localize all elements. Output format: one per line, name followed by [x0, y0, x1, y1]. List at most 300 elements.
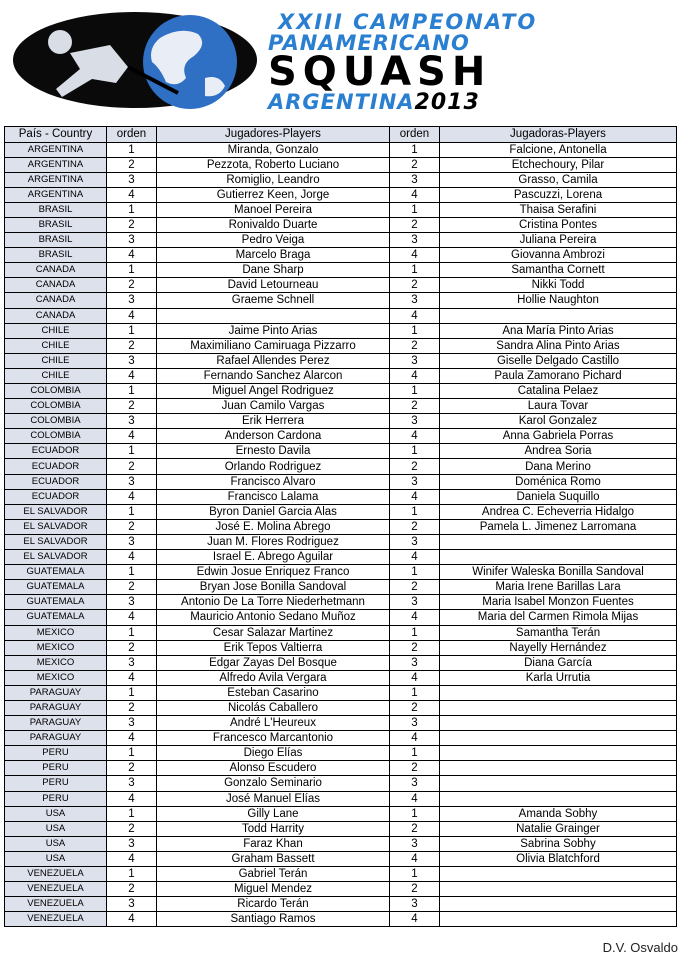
title-line-3: SQUASH — [268, 49, 492, 95]
women-player-cell — [440, 791, 677, 806]
men-order-cell: 4 — [107, 550, 157, 565]
women-order-cell: 3 — [390, 716, 440, 731]
men-order-cell: 1 — [107, 806, 157, 821]
women-player-cell: Juliana Pereira — [440, 233, 677, 248]
men-order-cell: 3 — [107, 897, 157, 912]
men-order-cell: 3 — [107, 655, 157, 670]
country-cell: EL SALVADOR — [5, 519, 107, 534]
women-player-cell: Giselle Delgado Castillo — [440, 353, 677, 368]
country-cell: BRASIL — [5, 202, 107, 217]
column-header: Jugadoras-Players — [440, 127, 677, 143]
men-player-cell: Alfredo Avila Vergara — [157, 670, 390, 685]
country-cell: EL SALVADOR — [5, 504, 107, 519]
country-cell: USA — [5, 836, 107, 851]
women-player-cell — [440, 700, 677, 715]
men-player-cell: Byron Daniel Garcia Alas — [157, 504, 390, 519]
country-cell: PARAGUAY — [5, 685, 107, 700]
women-order-cell: 4 — [390, 308, 440, 323]
men-player-cell: Ernesto Davila — [157, 444, 390, 459]
column-header: País - Country — [5, 127, 107, 143]
women-player-cell — [440, 731, 677, 746]
country-cell: COLOMBIA — [5, 399, 107, 414]
women-order-cell: 2 — [390, 821, 440, 836]
men-order-cell: 2 — [107, 338, 157, 353]
women-player-cell: Amanda Sobhy — [440, 806, 677, 821]
women-order-cell: 4 — [390, 368, 440, 383]
title-year: 2013 — [414, 90, 480, 115]
men-player-cell: Pedro Veiga — [157, 233, 390, 248]
women-player-cell — [440, 882, 677, 897]
men-player-cell: Manoel Pereira — [157, 202, 390, 217]
men-order-cell: 3 — [107, 414, 157, 429]
women-player-cell: Karol Gonzalez — [440, 414, 677, 429]
women-player-cell: Daniela Suquillo — [440, 489, 677, 504]
men-order-cell: 3 — [107, 293, 157, 308]
table-row — [5, 399, 677, 414]
women-order-cell: 3 — [390, 293, 440, 308]
women-order-cell: 4 — [390, 489, 440, 504]
table-row — [5, 821, 677, 836]
men-order-cell: 4 — [107, 791, 157, 806]
table-row — [5, 595, 677, 610]
women-order-cell: 1 — [390, 444, 440, 459]
men-player-cell: Maximiliano Camiruaga Pizzarro — [157, 338, 390, 353]
men-player-cell: Francesco Marcantonio — [157, 731, 390, 746]
table-row — [5, 308, 677, 323]
men-order-cell: 1 — [107, 746, 157, 761]
women-player-cell: Andrea C. Echeverria Hidalgo — [440, 504, 677, 519]
men-player-cell: Israel E. Abrego Aguilar — [157, 550, 390, 565]
country-cell: COLOMBIA — [5, 429, 107, 444]
country-cell: CANADA — [5, 293, 107, 308]
women-player-cell: Anna Gabriela Porras — [440, 429, 677, 444]
table-row — [5, 640, 677, 655]
table-row — [5, 912, 677, 927]
table-row — [5, 248, 677, 263]
men-player-cell: Ronivaldo Duarte — [157, 217, 390, 232]
country-cell: BRASIL — [5, 217, 107, 232]
men-player-cell: Ricardo Terán — [157, 897, 390, 912]
men-player-cell: Mauricio Antonio Sedano Muñoz — [157, 610, 390, 625]
men-order-cell: 4 — [107, 610, 157, 625]
table-row — [5, 459, 677, 474]
women-player-cell: Maria Isabel Monzon Fuentes — [440, 595, 677, 610]
table-row — [5, 655, 677, 670]
men-order-cell: 2 — [107, 157, 157, 172]
women-order-cell: 4 — [390, 851, 440, 866]
women-player-cell — [440, 308, 677, 323]
country-cell: CHILE — [5, 353, 107, 368]
men-order-cell: 2 — [107, 882, 157, 897]
women-order-cell: 1 — [390, 625, 440, 640]
table-row — [5, 731, 677, 746]
table-row — [5, 761, 677, 776]
table-row — [5, 414, 677, 429]
table-row — [5, 897, 677, 912]
men-order-cell: 2 — [107, 399, 157, 414]
country-cell: USA — [5, 806, 107, 821]
men-player-cell: Faraz Khan — [157, 836, 390, 851]
country-cell: PARAGUAY — [5, 700, 107, 715]
women-player-cell: Winifer Waleska Bonilla Sandoval — [440, 565, 677, 580]
women-order-cell: 4 — [390, 731, 440, 746]
women-order-cell: 2 — [390, 278, 440, 293]
women-order-cell: 2 — [390, 580, 440, 595]
women-player-cell: Samantha Terán — [440, 625, 677, 640]
men-player-cell: Pezzota, Roberto Luciano — [157, 157, 390, 172]
men-player-cell: Gabriel Terán — [157, 867, 390, 882]
men-player-cell: Santiago Ramos — [157, 912, 390, 927]
women-player-cell: Nayelly Hernández — [440, 640, 677, 655]
table-row — [5, 142, 677, 157]
men-order-cell: 1 — [107, 867, 157, 882]
column-header: Jugadores-Players — [157, 127, 390, 143]
table-row — [5, 323, 677, 338]
country-cell: CHILE — [5, 368, 107, 383]
women-player-cell — [440, 534, 677, 549]
women-player-cell: Nikki Todd — [440, 278, 677, 293]
country-cell: PERU — [5, 746, 107, 761]
country-cell: VENEZUELA — [5, 912, 107, 927]
men-order-cell: 3 — [107, 474, 157, 489]
country-cell: MEXICO — [5, 655, 107, 670]
country-cell: COLOMBIA — [5, 384, 107, 399]
women-order-cell: 1 — [390, 806, 440, 821]
men-order-cell: 1 — [107, 625, 157, 640]
table-row — [5, 670, 677, 685]
men-order-cell: 2 — [107, 821, 157, 836]
women-order-cell: 3 — [390, 655, 440, 670]
women-player-cell: Hollie Naughton — [440, 293, 677, 308]
table-row — [5, 534, 677, 549]
women-order-cell: 4 — [390, 670, 440, 685]
women-order-cell: 2 — [390, 761, 440, 776]
men-order-cell: 1 — [107, 685, 157, 700]
men-order-cell: 3 — [107, 716, 157, 731]
women-player-cell: Maria del Carmen Rimola Mijas — [440, 610, 677, 625]
men-order-cell: 4 — [107, 851, 157, 866]
country-cell: ECUADOR — [5, 489, 107, 504]
men-order-cell: 1 — [107, 323, 157, 338]
table-row — [5, 851, 677, 866]
women-player-cell: Thaisa Serafini — [440, 202, 677, 217]
women-player-cell: Catalina Pelaez — [440, 384, 677, 399]
men-order-cell: 1 — [107, 565, 157, 580]
women-order-cell: 4 — [390, 912, 440, 927]
women-player-cell: Giovanna Ambrozi — [440, 248, 677, 263]
country-cell: CANADA — [5, 263, 107, 278]
men-order-cell: 2 — [107, 459, 157, 474]
table-row — [5, 580, 677, 595]
women-player-cell: Andrea Soria — [440, 444, 677, 459]
women-order-cell: 1 — [390, 746, 440, 761]
country-cell: PARAGUAY — [5, 716, 107, 731]
table-header-row — [5, 127, 677, 143]
men-player-cell: Francisco Alvaro — [157, 474, 390, 489]
country-cell: CHILE — [5, 338, 107, 353]
country-cell: MEXICO — [5, 640, 107, 655]
women-order-cell: 1 — [390, 384, 440, 399]
women-order-cell: 3 — [390, 414, 440, 429]
table-row — [5, 278, 677, 293]
country-cell: EL SALVADOR — [5, 550, 107, 565]
men-player-cell: José Manuel Elías — [157, 791, 390, 806]
women-player-cell: Dana Merino — [440, 459, 677, 474]
author-credit: D.V. Osvaldo — [602, 940, 678, 955]
men-order-cell: 4 — [107, 489, 157, 504]
men-player-cell: Gutierrez Keen, Jorge — [157, 187, 390, 202]
men-order-cell: 3 — [107, 595, 157, 610]
men-order-cell: 4 — [107, 248, 157, 263]
event-title — [268, 12, 688, 114]
women-order-cell: 4 — [390, 429, 440, 444]
men-player-cell: Dane Sharp — [157, 263, 390, 278]
table-row — [5, 867, 677, 882]
men-player-cell: Fernando Sanchez Alarcon — [157, 368, 390, 383]
table-row — [5, 368, 677, 383]
women-player-cell: Paula Zamorano Pichard — [440, 368, 677, 383]
women-player-cell — [440, 716, 677, 731]
women-order-cell: 1 — [390, 867, 440, 882]
table-row — [5, 625, 677, 640]
women-order-cell: 1 — [390, 685, 440, 700]
country-cell: ARGENTINA — [5, 172, 107, 187]
table-row — [5, 338, 677, 353]
table-row — [5, 565, 677, 580]
women-order-cell: 2 — [390, 157, 440, 172]
women-order-cell: 3 — [390, 474, 440, 489]
country-cell: MEXICO — [5, 670, 107, 685]
men-order-cell: 2 — [107, 700, 157, 715]
men-player-cell: Jaime Pinto Arias — [157, 323, 390, 338]
men-player-cell: Edgar Zayas Del Bosque — [157, 655, 390, 670]
men-player-cell: Juan M. Flores Rodriguez — [157, 534, 390, 549]
country-cell: ARGENTINA — [5, 187, 107, 202]
men-order-cell: 4 — [107, 731, 157, 746]
women-player-cell: Pascuzzi, Lorena — [440, 187, 677, 202]
men-player-cell: David Letourneau — [157, 278, 390, 293]
women-order-cell: 3 — [390, 836, 440, 851]
title-line-2: PANAMERICANO — [268, 31, 470, 55]
women-order-cell: 3 — [390, 897, 440, 912]
country-cell: CANADA — [5, 278, 107, 293]
women-player-cell: Doménica Romo — [440, 474, 677, 489]
men-order-cell: 3 — [107, 233, 157, 248]
country-cell: USA — [5, 851, 107, 866]
men-player-cell: Cesar Salazar Martinez — [157, 625, 390, 640]
country-cell: GUATEMALA — [5, 580, 107, 595]
men-player-cell: Anderson Cardona — [157, 429, 390, 444]
women-order-cell: 2 — [390, 519, 440, 534]
men-player-cell: Francisco Lalama — [157, 489, 390, 504]
women-order-cell: 4 — [390, 610, 440, 625]
men-player-cell: Alonso Escudero — [157, 761, 390, 776]
men-order-cell: 1 — [107, 263, 157, 278]
women-order-cell: 3 — [390, 172, 440, 187]
title-line-4 — [268, 92, 688, 114]
table-row — [5, 504, 677, 519]
table-row — [5, 882, 677, 897]
men-player-cell: Todd Harrity — [157, 821, 390, 836]
women-player-cell: Etchechoury, Pilar — [440, 157, 677, 172]
women-order-cell: 3 — [390, 534, 440, 549]
table-row — [5, 489, 677, 504]
women-player-cell: Cristina Pontes — [440, 217, 677, 232]
men-player-cell: Miguel Mendez — [157, 882, 390, 897]
women-player-cell: Grasso, Camila — [440, 172, 677, 187]
women-player-cell — [440, 776, 677, 791]
table-row — [5, 202, 677, 217]
women-player-cell: Pamela L. Jimenez Larromana — [440, 519, 677, 534]
country-cell: BRASIL — [5, 248, 107, 263]
men-order-cell: 1 — [107, 444, 157, 459]
column-header: orden — [107, 127, 157, 143]
women-player-cell — [440, 912, 677, 927]
women-order-cell: 1 — [390, 202, 440, 217]
men-player-cell: André L'Heureux — [157, 716, 390, 731]
table-row — [5, 610, 677, 625]
men-order-cell: 1 — [107, 504, 157, 519]
men-player-cell: Marcelo Braga — [157, 248, 390, 263]
men-order-cell: 2 — [107, 761, 157, 776]
country-cell: ECUADOR — [5, 444, 107, 459]
table-row — [5, 263, 677, 278]
men-player-cell: Miguel Angel Rodriguez — [157, 384, 390, 399]
men-order-cell: 2 — [107, 217, 157, 232]
table-row — [5, 836, 677, 851]
country-cell: GUATEMALA — [5, 610, 107, 625]
men-player-cell: Diego Elías — [157, 746, 390, 761]
men-player-cell: Juan Camilo Vargas — [157, 399, 390, 414]
women-order-cell: 4 — [390, 248, 440, 263]
men-player-cell: José E. Molina Abrego — [157, 519, 390, 534]
women-order-cell: 1 — [390, 565, 440, 580]
country-cell: USA — [5, 821, 107, 836]
table-row — [5, 474, 677, 489]
country-cell: COLOMBIA — [5, 414, 107, 429]
men-player-cell: Erik Herrera — [157, 414, 390, 429]
women-order-cell: 2 — [390, 459, 440, 474]
table-row — [5, 384, 677, 399]
men-order-cell: 1 — [107, 202, 157, 217]
table-row — [5, 685, 677, 700]
column-header: orden — [390, 127, 440, 143]
women-player-cell: Samantha Cornett — [440, 263, 677, 278]
women-player-cell: Ana María Pinto Arias — [440, 323, 677, 338]
title-country: ARGENTINA — [268, 90, 415, 114]
table-row — [5, 776, 677, 791]
country-cell: PERU — [5, 776, 107, 791]
women-player-cell: Natalie Grainger — [440, 821, 677, 836]
country-cell: EL SALVADOR — [5, 534, 107, 549]
men-order-cell: 3 — [107, 353, 157, 368]
country-cell: PARAGUAY — [5, 731, 107, 746]
men-player-cell: Orlando Rodriguez — [157, 459, 390, 474]
men-player-cell: Nicolás Caballero — [157, 700, 390, 715]
men-player-cell: Miranda, Gonzalo — [157, 142, 390, 157]
women-player-cell: Sabrina Sobhy — [440, 836, 677, 851]
women-order-cell: 3 — [390, 353, 440, 368]
table-row — [5, 429, 677, 444]
women-order-cell: 2 — [390, 640, 440, 655]
table-row — [5, 172, 677, 187]
table-row — [5, 444, 677, 459]
table-row — [5, 791, 677, 806]
table-row — [5, 353, 677, 368]
women-player-cell — [440, 685, 677, 700]
women-player-cell: Karla Urrutia — [440, 670, 677, 685]
men-player-cell: Esteban Casarino — [157, 685, 390, 700]
men-player-cell: Antonio De La Torre Niederhetmann — [157, 595, 390, 610]
women-order-cell: 2 — [390, 338, 440, 353]
table-row — [5, 217, 677, 232]
squash-globe-logo-icon — [10, 8, 265, 110]
men-order-cell: 4 — [107, 368, 157, 383]
table-body — [5, 142, 677, 927]
country-cell: GUATEMALA — [5, 595, 107, 610]
country-cell: PERU — [5, 761, 107, 776]
country-cell: ECUADOR — [5, 474, 107, 489]
country-cell: BRASIL — [5, 233, 107, 248]
men-player-cell — [157, 308, 390, 323]
women-order-cell: 1 — [390, 323, 440, 338]
men-player-cell: Graham Bassett — [157, 851, 390, 866]
men-order-cell: 1 — [107, 384, 157, 399]
men-order-cell: 1 — [107, 142, 157, 157]
women-order-cell: 2 — [390, 399, 440, 414]
table-row — [5, 716, 677, 731]
women-player-cell: Sandra Alina Pinto Arias — [440, 338, 677, 353]
country-cell: CANADA — [5, 308, 107, 323]
country-cell: VENEZUELA — [5, 897, 107, 912]
women-player-cell: Diana García — [440, 655, 677, 670]
men-order-cell: 3 — [107, 172, 157, 187]
women-order-cell: 2 — [390, 217, 440, 232]
women-order-cell: 4 — [390, 550, 440, 565]
table-row — [5, 519, 677, 534]
women-order-cell: 3 — [390, 595, 440, 610]
women-order-cell: 1 — [390, 504, 440, 519]
women-player-cell: Maria Irene Barillas Lara — [440, 580, 677, 595]
men-order-cell: 4 — [107, 187, 157, 202]
women-player-cell: Laura Tovar — [440, 399, 677, 414]
men-order-cell: 3 — [107, 836, 157, 851]
women-player-cell — [440, 550, 677, 565]
women-order-cell: 4 — [390, 187, 440, 202]
men-order-cell: 3 — [107, 534, 157, 549]
country-cell: ARGENTINA — [5, 157, 107, 172]
women-player-cell — [440, 746, 677, 761]
country-cell: GUATEMALA — [5, 565, 107, 580]
men-player-cell: Bryan Jose Bonilla Sandoval — [157, 580, 390, 595]
table-row — [5, 293, 677, 308]
women-player-cell — [440, 761, 677, 776]
men-order-cell: 2 — [107, 640, 157, 655]
country-cell: VENEZUELA — [5, 867, 107, 882]
table-row — [5, 746, 677, 761]
men-order-cell: 2 — [107, 519, 157, 534]
men-order-cell: 4 — [107, 308, 157, 323]
women-order-cell: 1 — [390, 263, 440, 278]
country-cell: MEXICO — [5, 625, 107, 640]
country-cell: PERU — [5, 791, 107, 806]
event-header — [0, 0, 688, 120]
women-order-cell: 2 — [390, 882, 440, 897]
women-order-cell: 1 — [390, 142, 440, 157]
women-order-cell: 2 — [390, 700, 440, 715]
women-order-cell: 4 — [390, 791, 440, 806]
women-order-cell: 3 — [390, 233, 440, 248]
